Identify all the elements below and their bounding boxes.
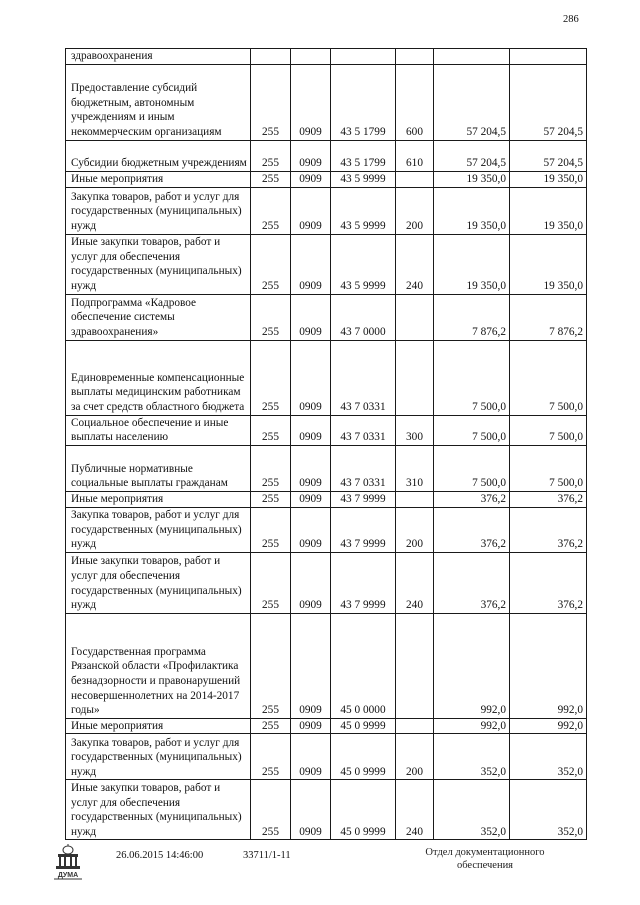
cell-sum-1: 19 350,0 <box>434 171 510 187</box>
cell-target-article: 43 5 9999 <box>331 187 396 234</box>
stamp-line-2: обеспечения <box>456 860 514 871</box>
cell-expense-type <box>396 718 434 734</box>
cell-grbs: 255 <box>251 140 291 171</box>
table-row <box>66 718 587 734</box>
cell-sum-2: 376,2 <box>510 507 587 552</box>
footer-document-code: 33711/1-11 <box>243 850 291 861</box>
cell-name: Иные закупки товаров, работ и услуг для обеспечения государственных (муниципальных) нужд <box>66 234 251 294</box>
cell-grbs: 255 <box>251 234 291 294</box>
cell-sum-1: 376,2 <box>434 491 510 507</box>
table-row <box>66 445 587 491</box>
cell-name: Субсидии бюджетным учреждениям <box>66 140 251 171</box>
cell-name: здравоохранения <box>66 49 251 65</box>
cell-sum-1: 7 500,0 <box>434 445 510 491</box>
svg-text:ДУМА: ДУМА <box>57 872 79 879</box>
cell-target-article: 43 7 9999 <box>331 552 396 613</box>
cell-sum-2 <box>510 49 587 65</box>
cell-expense-type <box>396 49 434 65</box>
cell-sum-2: 992,0 <box>510 613 587 718</box>
cell-target-article: 45 0 0000 <box>331 613 396 718</box>
table-row <box>66 49 587 65</box>
cell-grbs: 255 <box>251 294 291 340</box>
cell-section: 0909 <box>291 613 331 718</box>
cell-target-article <box>331 49 396 65</box>
cell-grbs: 255 <box>251 613 291 718</box>
cell-name: Предоставление субсидий бюджетным, автономным учреждениям и иным некоммерческим организациям <box>66 64 251 140</box>
cell-sum-1: 7 876,2 <box>434 294 510 340</box>
cell-section: 0909 <box>291 415 331 445</box>
cell-expense-type <box>396 491 434 507</box>
cell-sum-1: 57 204,5 <box>434 64 510 140</box>
cell-section: 0909 <box>291 187 331 234</box>
table-row <box>66 294 587 340</box>
cell-target-article: 43 5 1799 <box>331 140 396 171</box>
cell-section: 0909 <box>291 718 331 734</box>
cell-section <box>291 49 331 65</box>
cell-section: 0909 <box>291 445 331 491</box>
table-row <box>66 340 587 415</box>
cell-section: 0909 <box>291 507 331 552</box>
cell-sum-2: 7 876,2 <box>510 294 587 340</box>
cell-sum-2: 19 350,0 <box>510 234 587 294</box>
footer-datetime: 26.06.2015 14:46:00 <box>116 850 204 861</box>
table-row <box>66 171 587 187</box>
table-row <box>66 140 587 171</box>
cell-name: Единовременные компенсационные выплаты медицинским работникам за счет средств областного бюджета <box>66 340 251 415</box>
cell-name: Закупка товаров, работ и услуг для государственных (муниципальных) нужд <box>66 507 251 552</box>
cell-section: 0909 <box>291 340 331 415</box>
cell-expense-type <box>396 613 434 718</box>
cell-expense-type: 310 <box>396 445 434 491</box>
cell-section: 0909 <box>291 491 331 507</box>
cell-name: Иные мероприятия <box>66 171 251 187</box>
cell-expense-type: 300 <box>396 415 434 445</box>
page-number: 286 <box>563 14 579 25</box>
cell-target-article: 45 0 9999 <box>331 780 396 840</box>
cell-expense-type: 200 <box>396 734 434 780</box>
cell-name: Подпрограмма «Кадровое обеспечение системы здравоохранения» <box>66 294 251 340</box>
cell-name: Государственная программа Рязанской области «Профилактика безнадзорности и правонарушений несовершеннолетних на 2014-2017 годы» <box>66 613 251 718</box>
cell-sum-1: 352,0 <box>434 780 510 840</box>
cell-section: 0909 <box>291 234 331 294</box>
table-row <box>66 734 587 780</box>
department-stamp <box>410 846 560 872</box>
cell-grbs: 255 <box>251 552 291 613</box>
cell-expense-type: 240 <box>396 780 434 840</box>
cell-target-article: 43 7 0000 <box>331 294 396 340</box>
budget-table-body <box>66 49 587 840</box>
cell-grbs: 255 <box>251 415 291 445</box>
cell-grbs: 255 <box>251 340 291 415</box>
cell-target-article: 43 7 0331 <box>331 340 396 415</box>
cell-grbs: 255 <box>251 64 291 140</box>
cell-name: Социальное обеспечение и иные выплаты населению <box>66 415 251 445</box>
cell-grbs <box>251 49 291 65</box>
cell-section: 0909 <box>291 171 331 187</box>
cell-sum-2: 7 500,0 <box>510 445 587 491</box>
cell-sum-2: 57 204,5 <box>510 64 587 140</box>
cell-section: 0909 <box>291 780 331 840</box>
cell-expense-type <box>396 294 434 340</box>
cell-target-article: 45 0 9999 <box>331 718 396 734</box>
cell-sum-2: 352,0 <box>510 734 587 780</box>
cell-sum-2: 992,0 <box>510 718 587 734</box>
stamp-line-1: Отдел документационного <box>425 847 545 858</box>
cell-sum-1: 7 500,0 <box>434 415 510 445</box>
cell-expense-type: 610 <box>396 140 434 171</box>
cell-sum-2: 7 500,0 <box>510 415 587 445</box>
table-row <box>66 415 587 445</box>
cell-grbs: 255 <box>251 718 291 734</box>
page-footer <box>0 843 640 903</box>
cell-sum-2: 376,2 <box>510 491 587 507</box>
cell-grbs: 255 <box>251 780 291 840</box>
cell-target-article: 43 7 9999 <box>331 491 396 507</box>
cell-target-article: 43 5 9999 <box>331 234 396 294</box>
budget-table <box>65 48 587 840</box>
cell-grbs: 255 <box>251 491 291 507</box>
table-row <box>66 613 587 718</box>
cell-name: Закупка товаров, работ и услуг для государственных (муниципальных) нужд <box>66 187 251 234</box>
cell-target-article: 43 7 9999 <box>331 507 396 552</box>
cell-sum-1: 992,0 <box>434 718 510 734</box>
cell-expense-type: 200 <box>396 507 434 552</box>
cell-name: Публичные нормативные социальные выплаты гражданам <box>66 445 251 491</box>
cell-sum-2: 57 204,5 <box>510 140 587 171</box>
cell-sum-1: 19 350,0 <box>434 187 510 234</box>
cell-expense-type <box>396 340 434 415</box>
cell-expense-type: 240 <box>396 234 434 294</box>
cell-grbs: 255 <box>251 507 291 552</box>
cell-sum-2: 19 350,0 <box>510 187 587 234</box>
cell-sum-1: 376,2 <box>434 552 510 613</box>
cell-name: Закупка товаров, работ и услуг для государственных (муниципальных) нужд <box>66 734 251 780</box>
cell-section: 0909 <box>291 64 331 140</box>
cell-section: 0909 <box>291 552 331 613</box>
cell-target-article: 43 7 0331 <box>331 415 396 445</box>
table-row <box>66 491 587 507</box>
table-row <box>66 234 587 294</box>
cell-sum-1: 992,0 <box>434 613 510 718</box>
cell-section: 0909 <box>291 734 331 780</box>
cell-target-article: 43 7 0331 <box>331 445 396 491</box>
cell-sum-1 <box>434 49 510 65</box>
cell-name: Иные закупки товаров, работ и услуг для обеспечения государственных (муниципальных) нужд <box>66 780 251 840</box>
cell-sum-2: 352,0 <box>510 780 587 840</box>
cell-grbs: 255 <box>251 445 291 491</box>
cell-sum-2: 376,2 <box>510 552 587 613</box>
cell-target-article: 43 5 9999 <box>331 171 396 187</box>
cell-name: Иные закупки товаров, работ и услуг для обеспечения государственных (муниципальных) нужд <box>66 552 251 613</box>
cell-name: Иные мероприятия <box>66 718 251 734</box>
cell-sum-1: 352,0 <box>434 734 510 780</box>
cell-section: 0909 <box>291 294 331 340</box>
cell-target-article: 45 0 9999 <box>331 734 396 780</box>
cell-target-article: 43 5 1799 <box>331 64 396 140</box>
cell-sum-1: 19 350,0 <box>434 234 510 294</box>
table-row <box>66 552 587 613</box>
cell-expense-type: 240 <box>396 552 434 613</box>
cell-expense-type <box>396 171 434 187</box>
cell-grbs: 255 <box>251 187 291 234</box>
cell-grbs: 255 <box>251 734 291 780</box>
cell-sum-1: 57 204,5 <box>434 140 510 171</box>
cell-sum-1: 376,2 <box>434 507 510 552</box>
cell-sum-1: 7 500,0 <box>434 340 510 415</box>
cell-expense-type: 600 <box>396 64 434 140</box>
cell-sum-2: 7 500,0 <box>510 340 587 415</box>
cell-sum-2: 19 350,0 <box>510 171 587 187</box>
duma-seal-icon <box>50 843 86 881</box>
table-row <box>66 507 587 552</box>
cell-section: 0909 <box>291 140 331 171</box>
cell-expense-type: 200 <box>396 187 434 234</box>
table-row <box>66 780 587 840</box>
table-row <box>66 64 587 140</box>
cell-grbs: 255 <box>251 171 291 187</box>
cell-name: Иные мероприятия <box>66 491 251 507</box>
table-row <box>66 187 587 234</box>
